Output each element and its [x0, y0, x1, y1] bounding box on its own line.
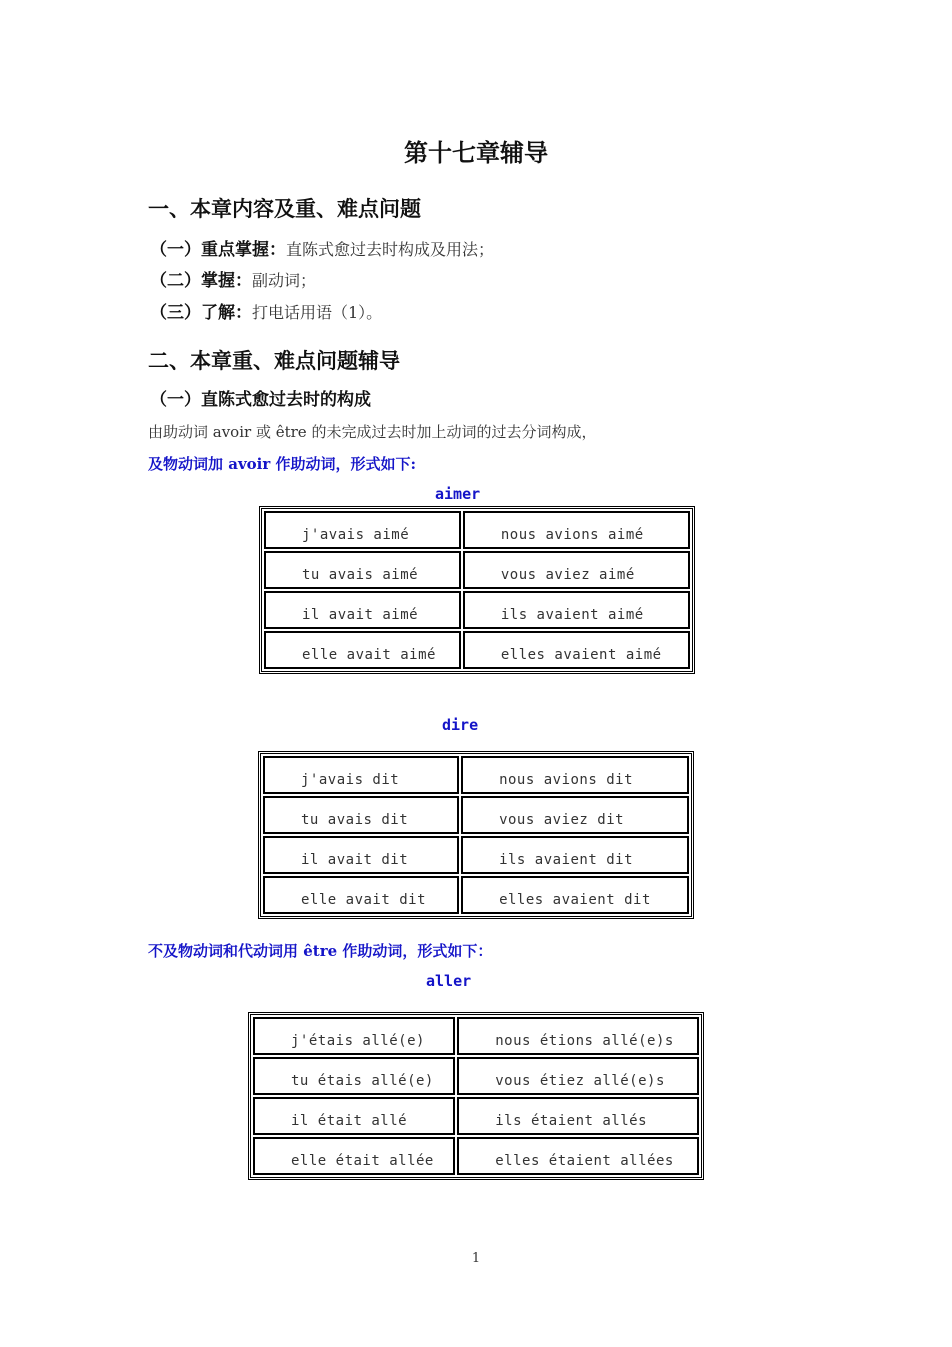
table-cell: elle était allée [253, 1137, 455, 1175]
objective-label: （三）了解 [150, 303, 235, 323]
objective-label: （二）掌握 [150, 271, 235, 291]
conjugation-table-dire [258, 751, 694, 919]
conjugation-table-aller [248, 1012, 704, 1180]
section-2-subheading: （一）直陈式愈过去时的构成 [150, 390, 371, 410]
table-row [253, 1017, 699, 1055]
table-cell: nous avions dit [461, 756, 689, 794]
table-cell: tu avais aimé [264, 551, 461, 589]
table-row [264, 631, 690, 669]
objective-separator: ： [269, 240, 286, 260]
table-cell: j'étais allé(e) [253, 1017, 455, 1055]
table-row [264, 511, 690, 549]
page-number: 1 [471, 1251, 481, 1266]
conjugation-table-aimer [259, 506, 695, 674]
avoir-note: 及物动词加 avoir 作助动词，形式如下: [148, 455, 417, 473]
objective-item-1 [150, 235, 494, 260]
table-cell: tu étais allé(e) [253, 1057, 455, 1095]
page-title: 第十七章辅导 [404, 138, 548, 167]
table-cell: ils étaient allés [457, 1097, 699, 1135]
table-cell: ils avaient aimé [463, 591, 690, 629]
table-cell: ils avaient dit [461, 836, 689, 874]
table-cell: il avait dit [263, 836, 459, 874]
table-row [253, 1097, 699, 1135]
table-cell: vous aviez dit [461, 796, 689, 834]
objective-text: 打电话用语（1）。 [252, 303, 383, 322]
table-cell: elles étaient allées [457, 1137, 699, 1175]
objective-label: （一）重点掌握 [150, 240, 269, 260]
table-row [253, 1137, 699, 1175]
table-cell: j'avais aimé [264, 511, 461, 549]
objective-text: 直陈式愈过去时构成及用法； [286, 240, 495, 259]
table-row [264, 591, 690, 629]
table-cell: elles avaient dit [461, 876, 689, 914]
table-cell: il avait aimé [264, 591, 461, 629]
table-cell: elle avait dit [263, 876, 459, 914]
table-cell: vous étiez allé(e)s [457, 1057, 699, 1095]
table-row [263, 836, 689, 874]
section-1-heading: 一、本章内容及重、难点问题 [148, 196, 421, 221]
table-cell: elles avaient aimé [463, 631, 690, 669]
objective-text: 副动词； [252, 271, 317, 290]
objective-item-3 [150, 298, 382, 323]
table-cell: il était allé [253, 1097, 455, 1135]
objective-separator: ： [235, 271, 252, 291]
table-cell: tu avais dit [263, 796, 459, 834]
table-row [263, 876, 689, 914]
table-cell: j'avais dit [263, 756, 459, 794]
table-row [263, 796, 689, 834]
intro-paragraph: 由助动词 avoir 或 être 的未完成过去时加上动词的过去分词构成， [148, 423, 597, 441]
table-caption-aimer: aimer [435, 485, 481, 503]
table-cell: elle avait aimé [264, 631, 461, 669]
table-caption-dire: dire [442, 716, 479, 734]
table-row [264, 551, 690, 589]
table-cell: nous avions aimé [463, 511, 690, 549]
section-2-heading: 二、本章重、难点问题辅导 [148, 348, 400, 373]
table-caption-aller: aller [426, 972, 472, 990]
table-row [253, 1057, 699, 1095]
table-row [263, 756, 689, 794]
table-cell: nous étions allé(e)s [457, 1017, 699, 1055]
objective-item-2 [150, 266, 316, 291]
table-cell: vous aviez aimé [463, 551, 690, 589]
etre-note: 不及物动词和代动词用 être 作助动词，形式如下： [148, 942, 493, 960]
objective-separator: ： [235, 303, 252, 323]
